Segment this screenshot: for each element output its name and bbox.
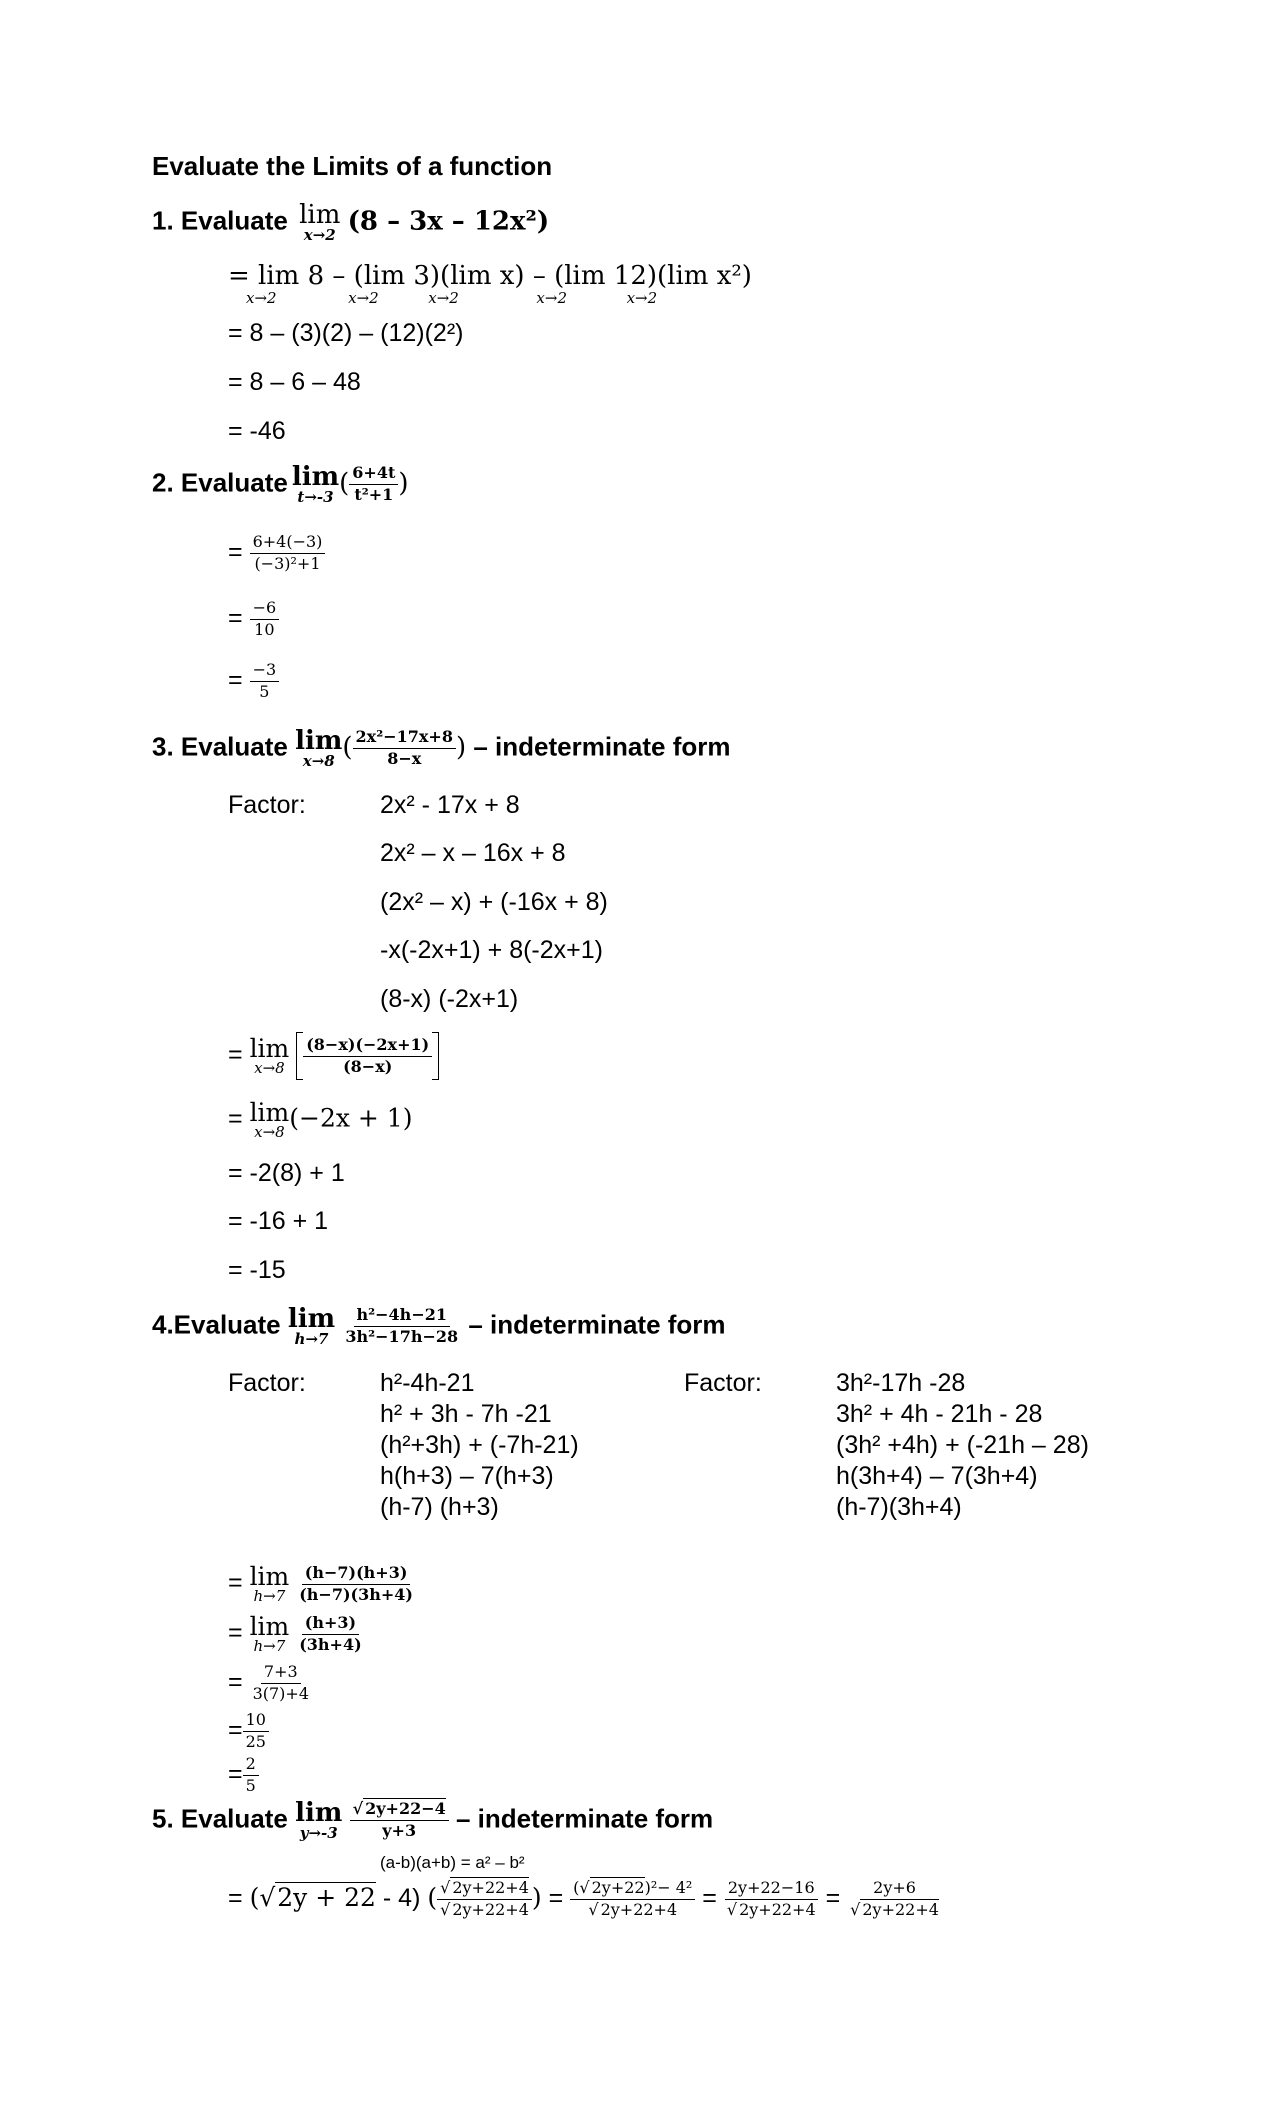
equals-sign: =: [228, 1883, 243, 1912]
indeterminate-note: – indeterminate form: [468, 1309, 726, 1340]
fraction-denominator: (−3)²+1: [254, 553, 321, 573]
fraction-numerator: −6: [250, 600, 280, 620]
limit-subscript: x→8: [254, 1059, 285, 1077]
equals-sign: =: [228, 537, 243, 566]
problem-1-expression: (8 – 3x – 12x²): [347, 206, 550, 237]
p4-step-1: = lim h→7 $\frac{(h-7)(h+3)}{(h-7)(3h+4)}$: [228, 1564, 416, 1604]
limit-subscript: t→-3: [297, 488, 334, 506]
p4-left-line-2: h² + 3h - 7h -21: [380, 1400, 552, 1428]
p4-factor-label-right: Factor:: [684, 1369, 762, 1397]
p3-factor-line-2: 2x² – x – 16x + 8: [380, 839, 566, 867]
problem-1-label: 1. Evaluate: [152, 205, 288, 236]
problem-2-heading: 2. Evaluate lim t→-3 ( $\frac{6+4t}{\text{t²+1}}$ ): [152, 462, 409, 506]
fraction-denominator: (3h+4): [299, 1634, 362, 1654]
problem-1-heading: [152, 202, 549, 243]
subscript: x→2: [246, 289, 277, 307]
equals-sign: =: [702, 1883, 717, 1912]
equals-sign: =: [548, 1883, 564, 1912]
fraction-numerator: 2y+6: [870, 1880, 919, 1900]
fraction-numerator: (h+3): [302, 1615, 359, 1635]
limit-subscript: h→7: [294, 1330, 329, 1348]
indeterminate-note: – indeterminate form: [473, 731, 731, 762]
indeterminate-note: – indeterminate form: [455, 1803, 714, 1834]
p2-step-3: [228, 662, 279, 701]
p3-factor-line-1: 2x² - 17x + 8: [380, 791, 520, 819]
limit-subscript: h→7: [253, 1587, 286, 1605]
fraction-denominator: 25: [245, 1731, 266, 1751]
limit-operator: lim: [287, 1304, 336, 1334]
limit-subscript: h→7: [253, 1637, 286, 1655]
p3-factor-line-5: (8-x) (-2x+1): [380, 985, 519, 1013]
p3-step-4: = -16 + 1: [228, 1207, 329, 1235]
radicand: 2y+22: [591, 1878, 645, 1897]
p4-factor-label-left: Factor:: [228, 1369, 306, 1397]
fraction-denominator: 5: [245, 1775, 256, 1795]
p5-step-1: = (√2y + 22 - 4) ( $\frac{√ 2y+22+4}{√ 2y+22+4}$ ) = $\frac{\text{(√ 2y+22)²− 4²}}{√ 2y+22+4}$ = $\frac{2y+22-16}{√ 2y+22+4}$ = $\frac{2y+6}{√ 2y+22+4}$: [228, 1878, 939, 1919]
p3-step-5: = -15: [228, 1256, 286, 1284]
fraction-numerator: 10: [243, 1712, 269, 1732]
subscript: x→2: [536, 289, 567, 307]
problem-4-heading: [152, 1306, 726, 1347]
problem-5-label: 5. Evaluate: [152, 1803, 288, 1834]
fraction-numerator: 2y+22−16: [725, 1880, 818, 1900]
equals-sign: =: [825, 1883, 841, 1912]
fraction-denominator: 5: [259, 681, 270, 701]
fraction-denominator: t²+1: [354, 485, 394, 504]
fraction-denominator: 2y+22+4: [600, 1899, 678, 1919]
p3-factor-line-3: (2x² – x) + (-16x + 8): [380, 888, 608, 916]
fraction-numerator: 6+4(−3): [250, 534, 326, 554]
p1-step-1: = lim 8 – (lim 3)(lim x) – (lim 12)(lim x²): [228, 261, 752, 291]
fraction-denominator: 2y+22+4: [452, 1899, 529, 1919]
p3-factor-label: Factor:: [228, 791, 306, 819]
fraction-numerator: h²−4h−21: [354, 1307, 450, 1327]
fraction-numerator: 2y+22−4: [365, 1799, 446, 1819]
limit-subscript: x→8: [302, 752, 335, 770]
p2-step-2: [228, 600, 279, 639]
p4-left-line-1: h²-4h-21: [380, 1369, 475, 1397]
fraction-denominator: 8−x: [387, 749, 422, 768]
limit-operator: lim: [249, 1034, 290, 1063]
page-title: Evaluate the Limits of a function: [152, 151, 553, 181]
limit-operator: lim: [249, 1562, 290, 1591]
p3-step-2: = lim x→8 (−2x + 1): [228, 1098, 413, 1141]
p4-right-line-2: 3h² + 4h - 21h - 28: [836, 1400, 1043, 1428]
p4-right-line-3: (3h² +4h) + (-21h – 28): [836, 1431, 1089, 1459]
p4-left-line-3: (h²+3h) + (-7h-21): [380, 1431, 579, 1459]
fraction-numerator: )²− 4²: [644, 1878, 693, 1897]
problem-5-heading: 5. Evaluate lim y→-3 $\frac{√ 2y+22-4}{y+3}$ – indeterminate form: [152, 1798, 714, 1842]
subscript: x→2: [348, 289, 379, 307]
problem-4-label: 4.Evaluate: [152, 1309, 281, 1340]
p3-step-3: = -2(8) + 1: [228, 1159, 345, 1187]
fraction-numerator: −3: [250, 662, 280, 682]
fraction-numerator: 6+4t: [349, 465, 398, 485]
p3-step-1: = lim x→8 $\frac{(8-x)(-2x+1)}{(8-x)}$: [228, 1032, 439, 1080]
problem-3-heading: 3. Evaluate lim x→8 ( $\frac{\text{2x²−17x+8}}{8-x}$ ) – indeterminate form: [152, 726, 731, 770]
limit-operator: lim: [249, 1098, 290, 1127]
p3-factor-line-4: -x(-2x+1) + 8(-2x+1): [380, 936, 603, 964]
fraction-denominator: (8−x): [343, 1056, 393, 1076]
fraction-denominator: 3h²−17h−28: [345, 1327, 459, 1346]
limit-subscript: x→8: [254, 1123, 285, 1141]
p1-step-1-subscripts: [246, 290, 657, 307]
fraction-numerator: 2x²−17x+8: [353, 729, 456, 749]
p4-right-line-4: h(3h+4) – 7(3h+4): [836, 1462, 1038, 1490]
fraction-numerator: (8−x)(−2x+1): [303, 1037, 432, 1057]
problem-3-label: 3. Evaluate: [152, 731, 288, 762]
fraction-denominator: 3(7)+4: [252, 1683, 309, 1703]
problem-2-label: 2. Evaluate: [152, 467, 288, 498]
bracket-left: [296, 1032, 303, 1080]
limit-subscript: y→-3: [299, 1824, 338, 1842]
p3-step-2-expression: (−2x + 1): [289, 1103, 413, 1133]
fraction-denominator: 2y+22+4: [739, 1899, 816, 1919]
subscript: x→2: [428, 289, 459, 307]
p1-step-2: = 8 – (3)(2) – (12)(2²): [228, 319, 464, 347]
equals-sign: =: [228, 603, 243, 632]
p4-left-line-5: (h-7) (h+3): [380, 1493, 499, 1521]
subscript: x→2: [626, 289, 658, 307]
p4-step-3: = $\frac{7+3}{3(7)+4}$: [228, 1664, 312, 1703]
fraction-numerator: 2: [243, 1756, 259, 1776]
limit-operator: lim: [299, 200, 341, 230]
limit-operator: lim: [249, 1612, 290, 1641]
term-tail: - 4): [382, 1883, 421, 1912]
limit-operator: lim: [295, 726, 343, 756]
identity-note: (a-b)(a+b) = a² – b²: [380, 1853, 525, 1872]
p4-right-line-1: 3h²-17h -28: [836, 1369, 966, 1397]
bracket-right: [432, 1032, 439, 1080]
p1-step-4: = -46: [228, 417, 286, 445]
fraction-denominator: y+3: [382, 1821, 417, 1840]
fraction-numerator: (h−7)(h+3): [302, 1565, 411, 1585]
p4-step-5: = $\frac{2}{5}$: [228, 1756, 259, 1795]
radicand: 2y + 22: [277, 1882, 376, 1912]
p4-left-line-4: h(h+3) – 7(h+3): [380, 1462, 554, 1490]
limit-subscript: x→2: [303, 226, 336, 244]
p4-step-2: = lim h→7 $\frac{(h+3)}{(3h+4)}$: [228, 1614, 365, 1654]
limit-operator: lim: [295, 1798, 343, 1828]
fraction-numerator: 7+3: [261, 1664, 301, 1684]
p2-step-1: [228, 534, 325, 573]
p1-step-3: = 8 – 6 – 48: [228, 368, 361, 396]
fraction-denominator: (h−7)(3h+4): [299, 1584, 413, 1604]
equals-sign: =: [228, 665, 243, 694]
p4-right-line-5: (h-7)(3h+4): [836, 1493, 962, 1521]
fraction-numerator: 2y+22+4: [452, 1878, 529, 1897]
fraction-denominator: 2y+22+4: [862, 1899, 939, 1919]
limit-operator: lim: [291, 462, 340, 492]
p4-step-4: = $\frac{10}{25}$: [228, 1712, 269, 1751]
fraction-denominator: 10: [254, 619, 275, 639]
